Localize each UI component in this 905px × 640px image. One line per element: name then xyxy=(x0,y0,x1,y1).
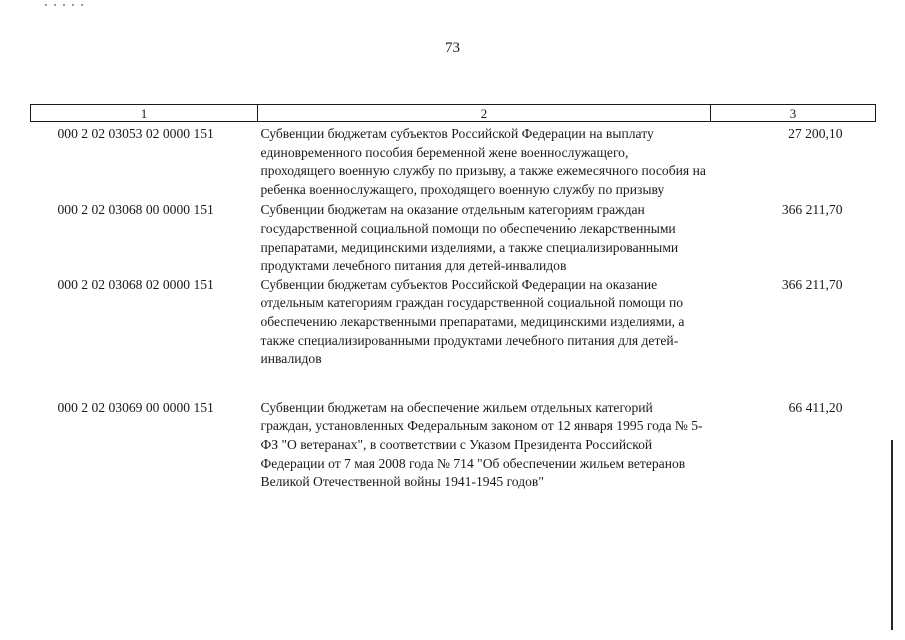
scan-edge-line xyxy=(891,440,893,630)
budget-code-cell: 000 2 02 03053 02 0000 151 xyxy=(57,126,214,141)
column-header-2: 2 xyxy=(258,105,711,122)
amount-cell: 366 211,70 xyxy=(781,202,843,218)
column-header-3: 3 xyxy=(711,105,876,122)
description-cell: Субвенции бюджетам субъектов Российской Федерации на выплату единовременного пособия беременной жене военнослужащего, проходящего военную службу по призыву, а также ежемесячного пособия на ребенка военнослужащего, проходящего военную службу по призыву xyxy=(260,126,706,197)
description-cell: Субвенции бюджетам на оказание отдельным категориям граждан государственной социальной помощи по обеспечению лекарственными препаратами, медицинскими изделиями, а также специализированными продуктами лечебного питания для детей-инвалидов xyxy=(260,202,679,274)
amount-cell: 66 411,20 xyxy=(788,399,843,415)
table-row xyxy=(31,122,876,200)
header-row xyxy=(31,105,876,122)
scan-artifact-dots xyxy=(45,4,85,6)
description-cell: Субвенции бюджетам субъектов Российской Федерации на оказание отдельным категориям граждан государственной социальной помощи по обеспечению лекарственными препаратами, медицинскими изделиями, а также специализированными продуктами лечебного питания для детей-инвалидов xyxy=(260,276,685,367)
table-header xyxy=(31,105,876,122)
amount-cell: 366 211,70 xyxy=(781,276,843,292)
column-header-1: 1 xyxy=(31,105,258,122)
table-row xyxy=(31,199,876,275)
scan-speck xyxy=(568,218,570,220)
table-row xyxy=(31,369,876,492)
amount-cell: 27 200,10 xyxy=(788,126,843,141)
budget-code-cell: 000 2 02 03069 00 0000 151 xyxy=(57,399,214,415)
page-number: 73 xyxy=(445,40,460,56)
table-body xyxy=(31,122,876,492)
budget-table xyxy=(30,104,876,492)
description-cell: Субвенции бюджетам на обеспечение жильем отдельных категорий граждан, установленных Федеральным законом от 12 января 1995 года № 5-ФЗ "О ветеранах", в соответствии с Указом Президента Российской Федерации от 7 мая 2008 года № 714 "Об обеспечении жильем ветеранов Великой Отечественной войны 1941-1945 годов" xyxy=(260,399,703,490)
budget-code-cell: 000 2 02 03068 00 0000 151 xyxy=(57,202,214,218)
table-row xyxy=(31,276,876,369)
budget-code-cell: 000 2 02 03068 02 0000 151 xyxy=(57,276,214,292)
